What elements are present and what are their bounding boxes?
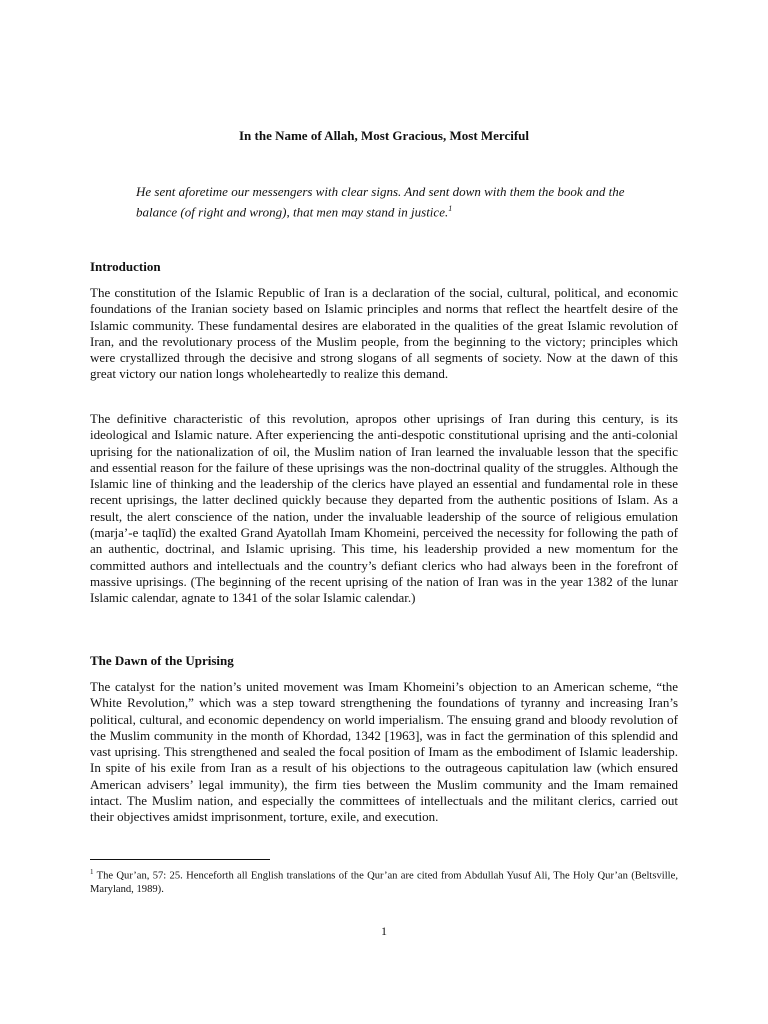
footnote-marker: 1	[90, 868, 94, 876]
footnote-reference: 1	[448, 204, 453, 213]
footnote	[90, 866, 678, 897]
footnote-text: The Qur’an, 57: 25. Henceforth all English translations of the Qur’an are cited from Abdullah Yusuf Ali, The Holy Qur’an (Beltsville, Maryland, 1989).	[90, 870, 678, 896]
footnote-divider	[90, 859, 270, 860]
introduction-paragraph-1: The constitution of the Islamic Republic of Iran is a declaration of the social, cultural, political, and economic foundations of the Iranian society based on Islamic principles and norms that reflect the heartfelt desire of the Islamic community. These fundamental desires are elaborated in the qualities of the great Islamic revolution of Iran, and the revolutionary process of the Muslim people, from the beginning to the victory; principles which were crystallized through the decisive and strong slogans of all segments of society. Now at the dawn of this great victory our nation longs wholeheartedly to realize this demand.	[90, 285, 678, 382]
introduction-paragraph-2: The definitive characteristic of this revolution, apropos other uprisings of Iran during this century, is its ideological and Islamic nature. After experiencing the anti-despotic constitutional uprising and the anti-colonial uprising for the nationalization of oil, the Muslim nation of Iran learned the invaluable lesson that the specific and essential reason for the failure of these uprisings was the non-doctrinal quality of the struggles. Although the Islamic line of thinking and the leadership of the clerics have played an essential and fundamental role in these recent uprisings, the latter declined quickly because they departed from the authentic positions of Islam. As a result, the alert conscience of the nation, under the invaluable leadership of the source of religious emulation (marja’-e taqlīd) the exalted Grand Ayatollah Imam Khomeini, perceived the necessity for following the path of an authentic, doctrinal, and Islamic uprising. This time, his leadership provided a new momentum for the committed authors and intellectuals and the country’s defiant clerics who had always been in the forefront of massive uprisings. (The beginning of the recent uprising of the nation of Iran was in the year 1382 of the lunar Islamic calendar, agnate to 1341 of the solar Islamic calendar.)	[90, 411, 678, 606]
document-title: In the Name of Allah, Most Gracious, Most Merciful	[238, 128, 530, 143]
page-number: 1	[381, 924, 387, 938]
epigraph-quote	[136, 183, 646, 220]
section-heading-dawn-of-uprising: The Dawn of the Uprising	[90, 653, 234, 668]
epigraph-text: He sent aforetime our messengers with clear signs. And sent down with them the book and the balance (of right and wrong), that men may stand in justice.	[136, 184, 625, 220]
dawn-paragraph-1: The catalyst for the nation’s united movement was Imam Khomeini’s objection to an American scheme, “the White Revolution,” which was a step toward strengthening the foundations of tyranny and increasing Iran’s political, cultural, and economic dependency on world imperialism. The ensuing grand and bloody revolution of the Muslim community in the month of Khordad, 1342 [1963], was in fact the germination of this splendid and vast uprising. This strengthened and sealed the focal position of Imam as the embodiment of Islamic leadership. In spite of his exile from Iran as a result of his objections to the outrageous capitulation law (which ensured American advisers’ legal immunity), the firm ties between the Muslim community and the Imam remained intact. The Muslim nation, and especially the committees of intellectuals and the militant clerics, carried out their objectives amidst imprisonment, torture, exile, and execution.	[90, 679, 678, 825]
section-heading-introduction: Introduction	[90, 259, 161, 274]
